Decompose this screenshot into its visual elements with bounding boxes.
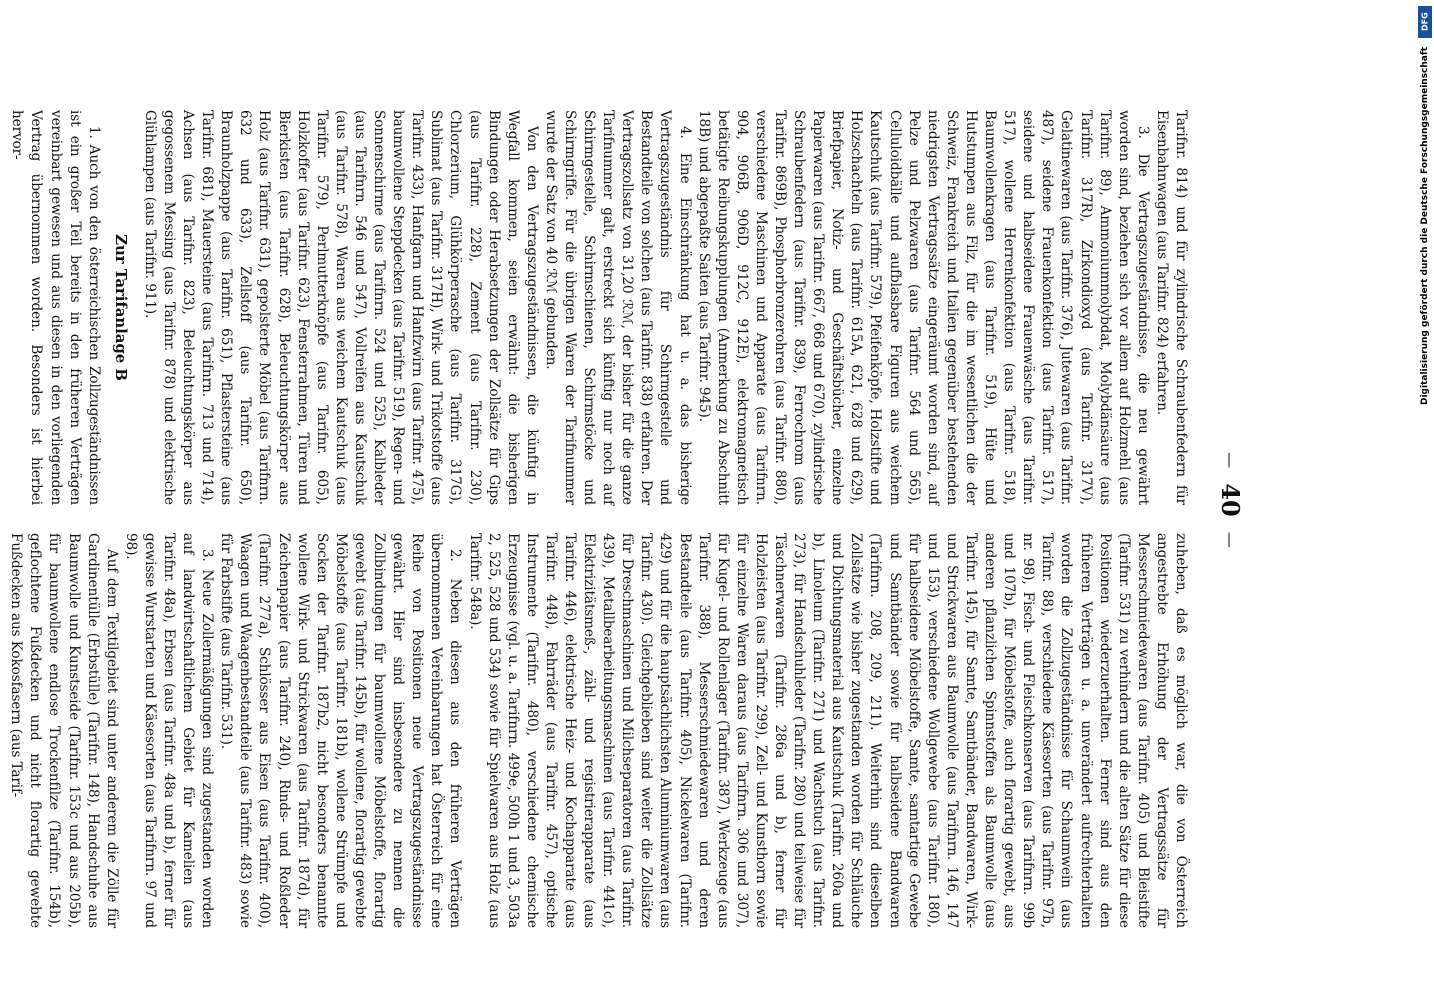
paragraph: 1. Auch von den österreichischen Zollzugeständnissen ist ein großer Teil bereits in den früheren Verträgen vereinbart gewesen und aus diesen in den vorliegenden Vertrag übernommen worden. Besonders ist hierbei hervor- (9, 110, 102, 505)
dfg-logo: DFG (1418, 6, 1432, 38)
paragraph: 4. Eine Einschränkung hat u. a. das bisherige Vertragszugeständnis für Schirmgestelle und Bestandteile von solchen (aus Tarifnr. 838) erfahren. Der Vertragszollsatz von 31,20 ℛℳ, der bisher für die ganze Tarifnummer galt, erstreckt sich künftig nur noch auf Schirmgestelle, Schirmschienen, Schirmstöcke und Schirmgriffe. Für die übrigen Waren der Tarifnummer wurde der Satz von 40 ℛℳ gebunden. (542, 110, 693, 505)
header-dash-right: — (1221, 531, 1240, 548)
paragraph: Tarifnr. 814) und für zylindrische Schraubenfedern für Eisenbahnwagen (aus Tarifnr. 824) erfahren. (1153, 110, 1189, 505)
right-text-column (6, 533, 1190, 928)
paragraph: 3. Neue Zollermäßigungen sind zugestanden worden auf landwirtschaftlichem Gebiet für Kamelien (aus Tarifnr. 48a), Erbsen (aus Tarifnr. 48a und b), ferner für gewisse Wurstarten und Käsesorten (aus Tarifnrn. 97 und 98). (122, 533, 216, 928)
digitization-credit (1417, 10, 1433, 990)
section-heading: Zur Tarifanlage B (111, 234, 130, 381)
left-text-column (7, 110, 1190, 505)
page-number: 40 (1216, 483, 1245, 517)
credit-text: Digitalisierung gefördert durch die Deutsche Forschungsgemeinschaft (1420, 46, 1430, 405)
paragraph: 3. Die Vertragszugeständnisse, die neu gewährt worden sind, beziehen sich vor allem auf Holzmehl (aus Tarifnr. 89), Ammoniummolybdat, Molybdänsäure (aus Tarifnr. 317R), Zirkondioxyd (aus Tarifnr. 317V), Gelatinewaren (aus Tarifnr. 376), Jutewaren (aus Tarifnr. 487), seidene Frauenkonfektion (aus Tarifnr. 517), seidene und halbseidene Frauenwäsche (aus Tarifnr. 517), wollene Herrenkonfektion (aus Tarifnr. 518), Baumwollenkragen (aus Tarifnr. 519), Hüte und Hutstumpen aus Filz, für die im wesentlichen die der Schweiz, Frankreich und Italien gegenüber bestehenden niedrigsten Vertragssätze eingeräumt worden sind, auf Pelze und Pelzwaren (aus Tarifnr. 564 und 565), Celluloidbälle und aufblasbare Figuren aus weichem Kautschuk (aus Tarifnr. 579), Pfeifenköpfe, Holzstifte und Holzschachteln (aus Tarifnr. 615A, 621, 628 und 629), Briefpapier, Notiz- und Geschäftsbücher, einzelne Papierwaren (aus Tarifnr. 667, 668 und 670), zylindrische Schraubenfedern (aus Tarifnr. 839), Ferrochrom (aus Tarifnr. 869B), Phosphorbronzerohren (aus Tarifnr. 880), verschiedene Maschinen und Apparate (aus Tarifnrn. 904, 906B, 906D, 912C, 912E), elektromagnetisch betätigte Reibungskupplungen (Anmerkung zu Abschnitt 18B) und abgepaßte Saiten (aus Tarifnr. 945). (695, 110, 1151, 505)
paragraph: Auf dem Textilgebiet sind unter anderem die Zölle für Gardinentülle (Erbstülle) (Tarifnr. 148), Handschuhe aus Baumwolle und Kunstseide (Tarifnr. 153c und aus 205b), für baumwollene endlose Trockenfilze (Tarifnr. 154b), geflochtene Fußdecken und nicht florartig gewebte Fußdecken aus Kokosfasern (aus Tarif- (8, 533, 120, 928)
paragraph: zuheben, daß es möglich war, die von Österreich angestrebte Erhöhung der Vertragssätze für Messerschmiedewaren (aus Tarifnr. 405) und Bleistifte (Tarifnr. 531) zu verhindern und die alten Sätze für diese Positionen wiederzuerhalten. Ferner sind aus den früheren Verträgen u. a. unverändert aufrechterhalten worden die Zollzugeständnisse für Schaumwein (aus Tarifnr. 88), verschiedene Käsesorten (aus Tarifnr. 97b, nr. 98), Fisch- und Fleischkonserven (aus Tarifnrn. 99b und 107b), für Möbelstoffe, auch florartig gewebt, aus anderen pflanzlichen Spinnstoffen als Baumwolle (aus Tarifnr. 145), für Samte, Samtbänder, Bandwaren, Wirk- und Strickwaren aus Baumwolle (aus Tarifnrn. 146, 147 und 153), verschiedene Wollgewebe (aus Tarifnr. 180), für halbseidene Möbelstoffe, Samte, samtartige Gewebe und Samtbänder sowie für halbseidene Bandwaren (Tarifnrn. 208, 209, 211). Weiterhin sind dieselben Zollsätze wie bisher zugestanden worden für Schläuche und Dichtungsmaterial aus Kautschuk (Tarifnr. 260a und b), Linoleum (Tarifnr. 271) und Wachstuch (aus Tarifnr. 273), für Handschuhleder (Tarifnr. 280) und teilweise für Täschnerwaren (Tarifnr. 286a und b), ferner für Holzleisten (aus Tarifnr. 299), Zell- und Kunsthorn sowie für einzelne Waren daraus (aus Tarifnrn. 306 und 307), für Kugel- und Rollenlager (Tarifnr. 387), Werkzeuge (aus Tarifnr. 388), Messerschmiedewaren und deren Bestandteile (aus Tarifnr. 405), Nickelwaren (Tarifnr. 429) und für die hauptsächlichsten Aluminiumwaren (aus Tarifnr. 430). Gleichgeblieben sind weiter die Zollsätze für Dreschmaschinen und Milchseparatoren (aus Tarifnr. 439), Metallbearbeitungsmaschinen (aus Tarifnr. 441c), Elektrizitätsmeß-, zähl- und registrierapparate (aus Tarifnr. 446), elektrische Heiz- und Kochapparate (aus Tarifnr. 448), Fahrräder (aus Tarifnr. 457), optische Instrumente (Tarifnr. 480), verschiedene chemische Erzeugnisse (vgl. u. a. Tarifnrn. 499e, 500h 1 und 3, 503a 2, 525, 528 und 534) sowie für Spielwaren aus Holz (aus Tarifnr. 548a). (466, 533, 1189, 928)
paragraph: Von den Vertragszugeständnissen, die künftig in Wegfall kommen, seien erwähnt: die bisherigen Bindungen oder Herabsetzungen der Zollsätze für Gips (aus Tarifnr. 228), Zement (aus Tarifnr. 230), Chlorzerium, Glühkörperasche (aus Tarifnr. 317G), Sublimat (aus Tarifnr. 317H), Wirk- und Trikotstoffe (aus Tarifnr. 433), Hanfgarn und Hanfzwirn (aus Tarifnr. 475), baumwollene Steppdecken (aus Tarifnr. 519), Regen- und Sonnenschirme (aus Tarifnrn. 524 und 525), Kalbleder (aus Tarifnrn. 546 und 547), Vollreifen aus Kautschuk (aus Tarifnr. 578), Waren aus weichem Kautschuk (aus Tarifnr. 579), Perlmutterknöpfe (aus Tarifnr. 605), Holzkoffer (aus Tarifnr. 623), Fensterrahmen, Türen und Bierkisten (aus Tarifnr. 628), Beleuchtungskörper aus Holz (aus Tarifnr. 631), gepolsterte Möbel (aus Tarifnrn. 632 und 633), Zellstoff (aus Tarifnr. 650), Braunholzpappe (aus Tarifnr. 651), Pflastersteine (aus Tarifnr. 681), Mauersteine (aus Tarifnrn. 713 und 714), Achsen (aus Tarifnr. 823), Beleuchtungskörper aus gegossenem Messing (aus Tarifnr. 878) und elektrische Glühlampen (aus Tarifnr. 911). (141, 110, 540, 505)
header-dash-left: — (1221, 452, 1240, 469)
page-header (1185, 0, 1245, 1000)
paragraph: 2. Neben diesen aus den früheren Verträgen übernommenen Vereinbarungen hat Österreich für eine Reihe von Positionen neue Vertragszugeständnisse gewährt. Hier sind insbesondere zu nennen die Zollbindungen für baumwollene Möbelstoffe, florartig gewebt (aus Tarifnr. 145b), für wollene, florartig gewebte Möbelstoffe (aus Tarifnr. 181b), wollene Strümpfe und Socken der Tarifnr. 187b2, nicht besonders benannte wollene Wirk- und Strickwaren (aus Tarifnr. 187d), für Zeichenpapier (aus Tarifnr. 240), Rinds- und Roßleder (Tarifnr. 277a), Schlösser aus Eisen (aus Tarifnr. 400), Waagen und Waagenbestandteile (aus Tarifnr. 483) sowie für Farbstifte (aus Tarifnr. 531). (218, 533, 464, 928)
